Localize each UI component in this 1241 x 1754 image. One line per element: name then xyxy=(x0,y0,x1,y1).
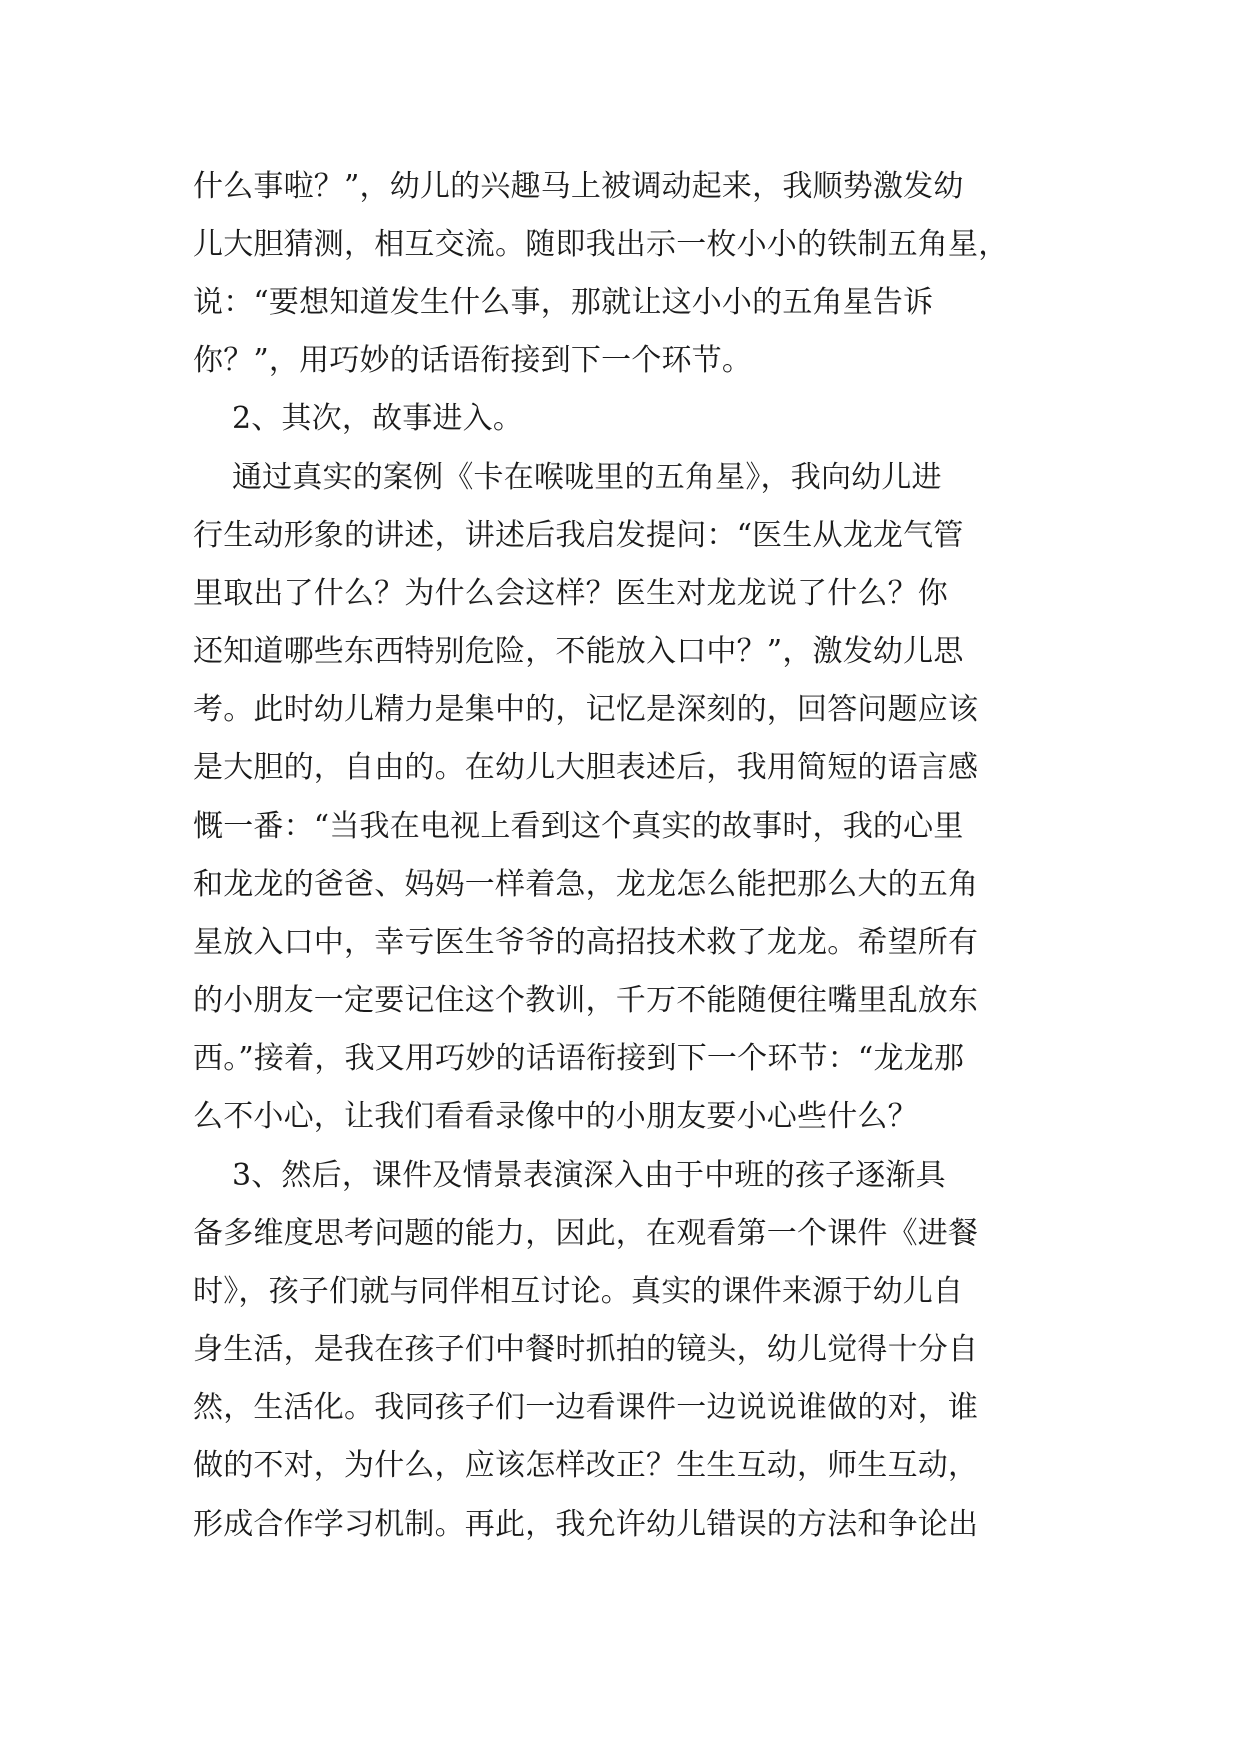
text-line: 什么事啦？”，幼儿的兴趣马上被调动起来，我顺势激发幼 xyxy=(193,169,964,204)
text-line: 然，生活化。我同孩子们一边看课件一边说说谁做的对，谁 xyxy=(193,1390,979,1425)
text-line: 身生活，是我在孩子们中餐时抓拍的镜头，幼儿觉得十分自 xyxy=(193,1332,979,1367)
text-line: 儿大胆猜测，相互交流。随即我出示一枚小小的铁制五角星， xyxy=(193,227,1009,262)
text-line: 做的不对，为什么，应该怎样改正？生生互动，师生互动， xyxy=(193,1448,979,1483)
text-line: 慨一番：“当我在电视上看到这个真实的故事时，我的心里 xyxy=(193,809,964,844)
text-line: 备多维度思考问题的能力，因此，在观看第一个课件《进餐 xyxy=(193,1216,979,1251)
text-line: 西。”接着，我又用巧妙的话语衔接到下一个环节：“龙龙那 xyxy=(193,1041,965,1076)
text-line: 里取出了什么？为什么会这样？医生对龙龙说了什么？你 xyxy=(193,576,948,611)
text-line: 还知道哪些东西特别危险，不能放入口中？”，激发幼儿思 xyxy=(193,634,964,669)
text-line: 说：“要想知道发生什么事，那就让这小小的五角星告诉 xyxy=(193,285,934,320)
section-heading: 3、然后，课件及情景表演深入由于中班的孩子逐渐具 xyxy=(193,1158,946,1193)
text-line: 考。此时幼儿精力是集中的，记忆是深刻的，回答问题应该 xyxy=(193,692,979,727)
text-line: 时》，孩子们就与同伴相互讨论。真实的课件来源于幼儿自 xyxy=(193,1274,964,1309)
text-line: 星放入口中，幸亏医生爷爷的高招技术救了龙龙。希望所有 xyxy=(193,925,979,960)
text-line: 的小朋友一定要记住这个教训，千万不能随便往嘴里乱放东 xyxy=(193,983,979,1018)
text-line: 和龙龙的爸爸、妈妈一样着急，龙龙怎么能把那么大的五角 xyxy=(193,867,979,902)
text-line: 是大胆的，自由的。在幼儿大胆表述后，我用简短的语言感 xyxy=(193,750,979,785)
text-line: 么不小心，让我们看看录像中的小朋友要小心些什么？ xyxy=(193,1099,918,1134)
section-heading: 2、其次，故事进入。 xyxy=(193,401,524,436)
text-line: 形成合作学习机制。再此，我允许幼儿错误的方法和争论出 xyxy=(193,1507,979,1542)
text-line: 通过真实的案例《卡在喉咙里的五角星》，我向幼儿进 xyxy=(193,460,942,495)
text-line: 行生动形象的讲述，讲述后我启发提问：“医生从龙龙气管 xyxy=(193,518,964,553)
text-line: 你？”，用巧妙的话语衔接到下一个环节。 xyxy=(193,343,753,378)
